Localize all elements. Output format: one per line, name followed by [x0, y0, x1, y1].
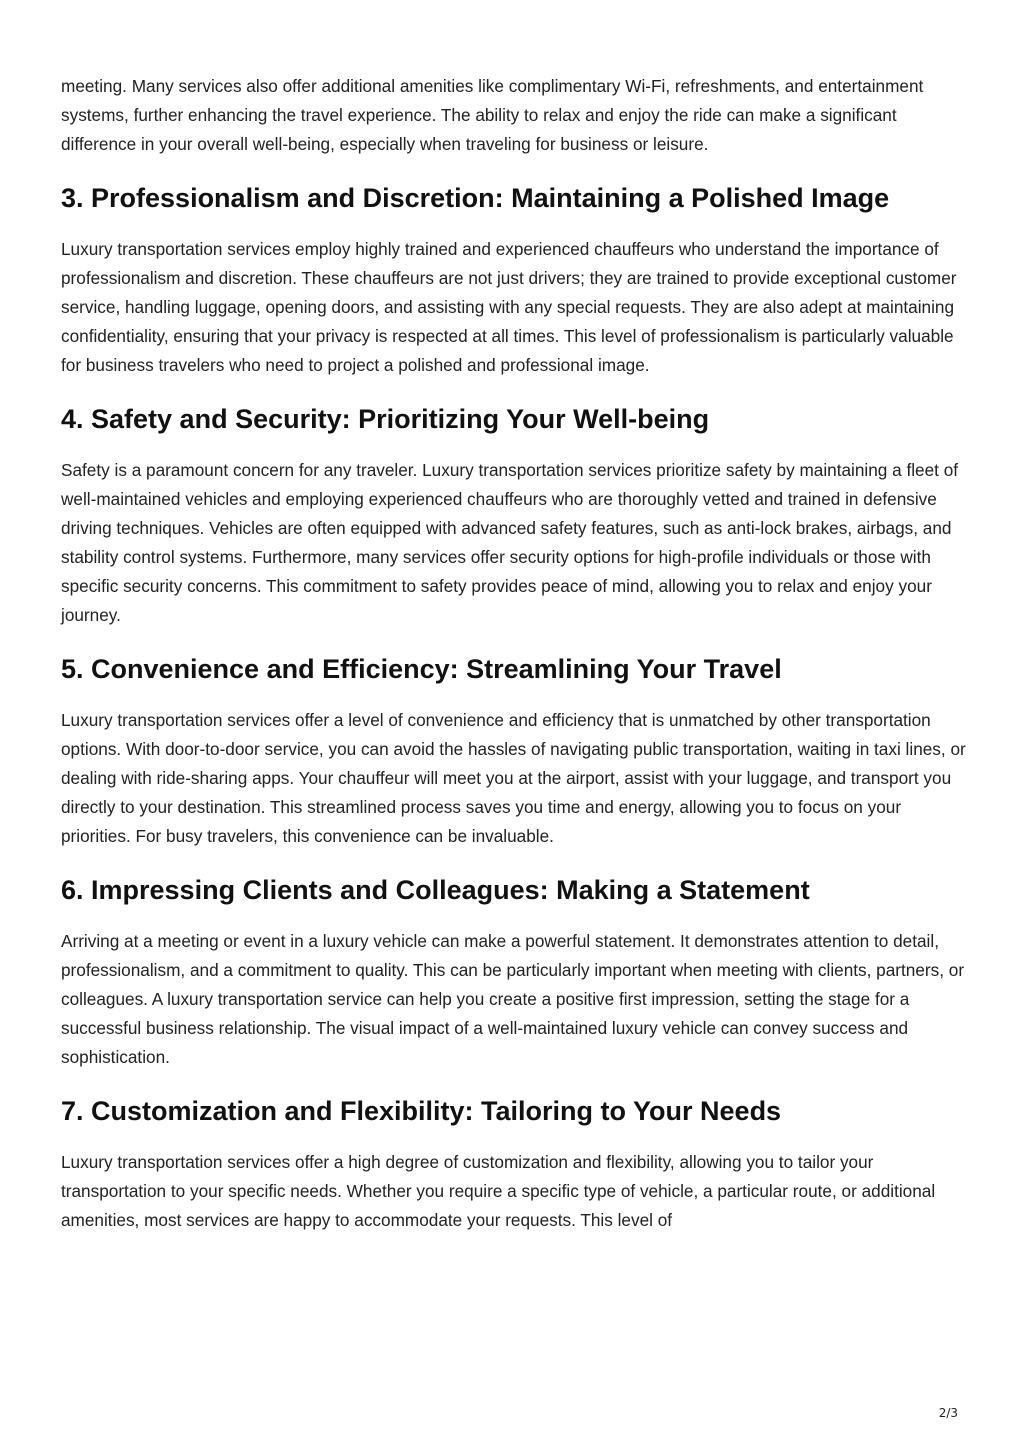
section-body-4: Safety is a paramount concern for any traveler. Luxury transportation services prioritize safety by maintaining a fleet of well-maintained vehicles and employing experienced chauffeurs who are thoroughly vetted and trained in defensive driving techniques. Vehicles are often equipped with advanced safety features, such as anti-lock brakes, airbags, and stability control systems. Furthermore, many services offer security options for high-profile individuals or those with specific security concerns. This commitment to safety provides peace of mind, allowing you to relax and enjoy your journey. [61, 460, 959, 625]
section-body-5: Luxury transportation services offer a level of convenience and efficiency that is unmatched by other transportation options. With door-to-door service, you can avoid the hassles of navigating public transportation, waiting in taxi lines, or dealing with ride-sharing apps. Your chauffeur will meet you at the airport, assist with your luggage, and transport you directly to your destination. This streamlined process saves you time and energy, allowing you to focus on your priorities. For busy travelers, this convenience can be invaluable. [61, 710, 966, 846]
section-body-7: Luxury transportation services offer a high degree of customization and flexibility, allowing you to tailor your transportation to your specific needs. Whether you require a specific type of vehicle, a particular route, or additional amenities, most services are happy to accommodate your requests. This level of [61, 1152, 936, 1230]
section-heading-4: 4. Safety and Security: Prioritizing Your Well-being [61, 404, 710, 434]
section-heading-3: 3. Professionalism and Discretion: Maintaining a Polished Image [61, 183, 890, 213]
section-heading-6: 6. Impressing Clients and Colleagues: Making a Statement [61, 875, 810, 905]
document-page [61, 72, 966, 1235]
section-body-3: Luxury transportation services employ highly trained and experienced chauffeurs who understand the importance of professionalism and discretion. These chauffeurs are not just drivers; they are trained to provide exceptional customer service, handling luggage, opening doors, and assisting with any special requests. They are also adept at maintaining confidentiality, ensuring that your privacy is respected at all times. This level of professionalism is particularly valuable for business travelers who need to project a polished and professional image. [61, 239, 957, 375]
section-body-6: Arriving at a meeting or event in a luxury vehicle can make a powerful statement. It demonstrates attention to detail, professionalism, and a commitment to quality. This can be particularly important when meeting with clients, partners, or colleagues. A luxury transportation service can help you create a positive first impression, setting the stage for a successful business relationship. The visual impact of a well-maintained luxury vehicle can convey success and sophistication. [61, 931, 965, 1067]
section-heading-7: 7. Customization and Flexibility: Tailoring to Your Needs [61, 1096, 782, 1126]
intro-paragraph: meeting. Many services also offer additional amenities like complimentary Wi-Fi, refreshments, and entertainment systems, further enhancing the travel experience. The ability to relax and enjoy the ride can make a significant difference in your overall well-being, especially when traveling for business or leisure. [61, 76, 924, 154]
section-heading-5: 5. Convenience and Efficiency: Streamlining Your Travel [61, 654, 782, 684]
page-number: 2/3 [938, 1406, 958, 1420]
